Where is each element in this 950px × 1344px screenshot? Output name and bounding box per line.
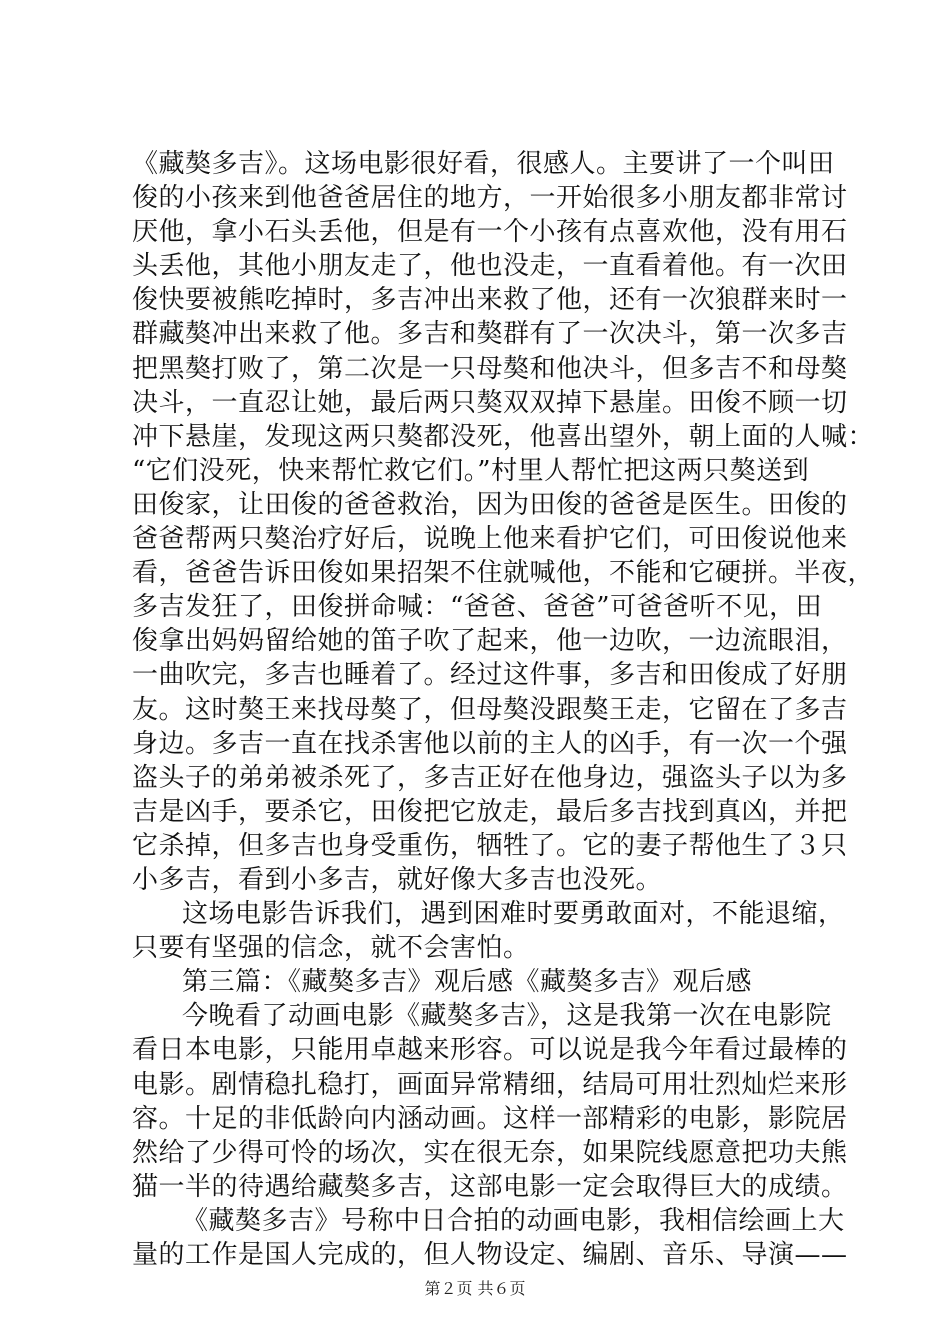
text-line: 爸爸帮两只獒治疗好后，说晚上他来看护它们，可田俊说他来 <box>132 524 848 555</box>
document-body <box>132 147 875 1272</box>
text-line: 看日本电影，只能用卓越来形容。可以说是我今年看过最棒的 <box>132 1035 848 1066</box>
text-line: 决斗，一直忍让她，最后两只獒双双掉下悬崖。田俊不顾一切 <box>132 387 848 418</box>
text-line: 量的工作是国人完成的，但人物设定、编剧、音乐、导演—— <box>132 1240 848 1270</box>
section-heading: 第三篇：《藏獒多吉》观后感《藏獒多吉》观后感 <box>182 967 753 998</box>
paragraph-start-line: 今晚看了动画电影《藏獒多吉》，这是我第一次在电影院 <box>182 1001 832 1032</box>
text-line: 吉是凶手，要杀它，田俊把它放走，最后多吉找到真凶，并把 <box>132 796 848 827</box>
text-line: 把黑獒打败了，第二次是一只母獒和他决斗，但多吉不和母獒 <box>132 353 848 384</box>
text-line: 田俊家，让田俊的爸爸救治，因为田俊的爸爸是医生。田俊的 <box>132 489 848 520</box>
text-line: 容。十足的非低龄向内涵动画。这样一部精彩的电影，影院居 <box>132 1103 848 1134</box>
text-line: 小多吉，看到小多吉，就好像大多吉也没死。 <box>132 864 663 895</box>
text-line: 厌他，拿小石头丢他，但是有一个小孩有点喜欢他，没有用石 <box>132 217 848 248</box>
text-line: 它杀掉，但多吉也身受重伤，牺牲了。它的妻子帮他生了３只 <box>132 830 848 861</box>
text-line: 看，爸爸告诉田俊如果招架不住就喊他，不能和它硬拼。半夜， <box>132 558 875 589</box>
text-line: 俊拿出妈妈留给她的笛子吹了起来，他一边吹，一边流眼泪， <box>132 626 848 657</box>
text-line: 友。这时獒王来找母獒了，但母獒没跟獒王走，它留在了多吉 <box>132 694 848 725</box>
text-line: 头丢他，其他小朋友走了，他也没走，一直看着他。有一次田 <box>132 251 848 282</box>
text-line: 一曲吹完，多吉也睡着了。经过这件事，多吉和田俊成了好朋 <box>132 660 848 691</box>
paragraph-start-line: 这场电影告诉我们，遇到困难时要勇敢面对，不能退缩， <box>182 899 845 930</box>
text-line: 盗头子的弟弟被杀死了，多吉正好在他身边，强盗头子以为多 <box>132 762 848 793</box>
text-line: 猫一半的待遇给藏獒多吉，这部电影一定会取得巨大的成绩。 <box>132 1171 848 1202</box>
text-line: “它们没死，快来帮忙救它们。”村里人帮忙把这两只獒送到 <box>132 455 810 486</box>
text-line: 只要有坚强的信念，就不会害怕。 <box>132 933 530 964</box>
text-line: 冲下悬崖，发现这两只獒都没死，他喜出望外，朝上面的人喊： <box>132 421 875 452</box>
paragraph-start-line: 《藏獒多吉》号称中日合拍的动画电影，我相信绘画上大 <box>182 1205 845 1236</box>
text-line: 俊快要被熊吃掉时，多吉冲出来救了他，还有一次狼群来时一 <box>132 285 848 316</box>
text-line: 身边。多吉一直在找杀害他以前的主人的凶手，有一次一个强 <box>132 728 848 759</box>
text-line: 群藏獒冲出来救了他。多吉和獒群有了一次决斗，第一次多吉 <box>132 319 848 350</box>
text-line: 俊的小孩来到他爸爸居住的地方，一开始很多小朋友都非常讨 <box>132 183 848 214</box>
text-line: 电影。剧情稳扎稳打，画面异常精细，结局可用壮烈灿烂来形 <box>132 1069 848 1100</box>
text-line: 多吉发狂了，田俊拼命喊：“爸爸、爸爸”可爸爸听不见，田 <box>132 592 823 623</box>
page-number-footer: 第２页 共６页 <box>424 1279 526 1298</box>
text-line: 然给了少得可怜的场次，实在很无奈，如果院线愿意把功夫熊 <box>132 1137 848 1168</box>
text-line: 《藏獒多吉》。这场电影很好看，很感人。主要讲了一个叫田 <box>132 149 835 179</box>
